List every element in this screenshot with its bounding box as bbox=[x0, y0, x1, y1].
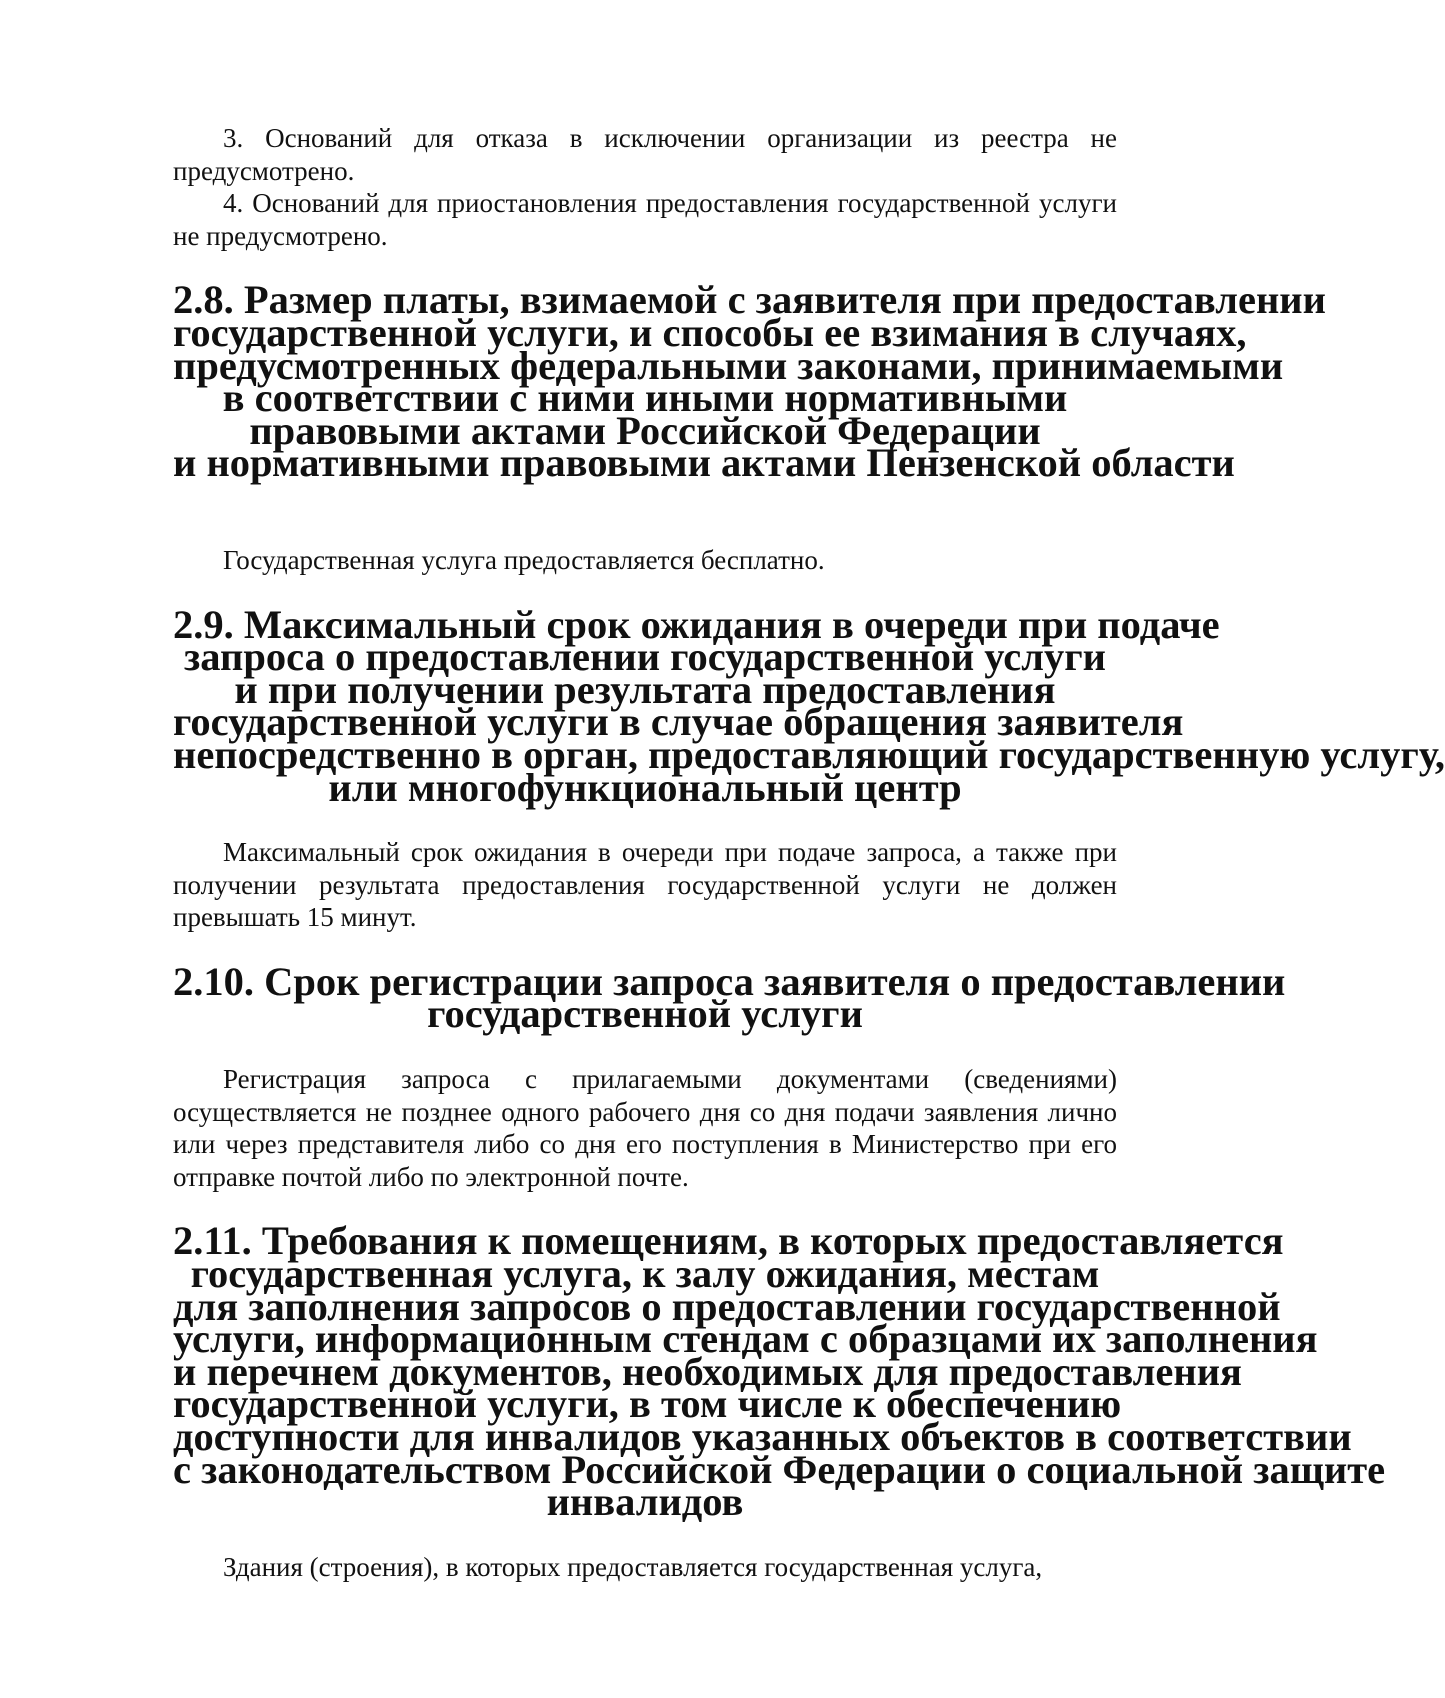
heading-line: и перечнем документов, необходимых для предоставления bbox=[173, 1348, 1242, 1394]
paragraph-service-free: Государственная услуга предоставляется бесплатно. bbox=[223, 544, 825, 575]
heading-2-8-fee bbox=[173, 277, 1326, 486]
heading-line: государственной услуги, в том числе к обеспечению bbox=[173, 1381, 1122, 1427]
heading-2-9-wait-time bbox=[173, 601, 1445, 810]
heading-2-11-premises bbox=[173, 1218, 1386, 1525]
document-page bbox=[173, 122, 1445, 1583]
paragraph-no-suspension-grounds: 4. Оснований для приостановления предоставления государственной услуги не предусмотрено. bbox=[173, 188, 1117, 251]
paragraph-max-wait: Максимальный срок ожидания в очереди при подаче запроса, а также при получении результата предоставления государственной услуги не должен превышать 15 минут. bbox=[173, 837, 1117, 933]
heading-line: доступности для инвалидов указанных объектов в соответствии bbox=[173, 1414, 1352, 1459]
heading-line: государственной услуги, и способы ее взимания в случаях, bbox=[173, 309, 1247, 355]
heading-line: предусмотренных федеральными законами, принимаемыми bbox=[173, 342, 1284, 388]
paragraph-no-refusal-grounds: 3. Оснований для отказа в исключении организации из реестра не предусмотрено. bbox=[173, 123, 1117, 186]
heading-line: в соответствии с ними иными нормативными bbox=[222, 375, 1068, 421]
heading-line: 2.11. Требования к помещениям, в которых предоставляется bbox=[173, 1218, 1284, 1264]
heading-line: и нормативными правовыми актами Пензенской области bbox=[173, 440, 1235, 486]
heading-line: государственной услуги bbox=[427, 991, 863, 1037]
heading-line: для заполнения запросов о предоставлении государственной bbox=[173, 1283, 1281, 1329]
heading-line: непосредственно в орган, предоставляющий государственную услугу, bbox=[173, 731, 1445, 777]
heading-line: 2.9. Максимальный срок ожидания в очереди при подаче bbox=[173, 601, 1220, 647]
heading-line: запроса о предоставлении государственной услуги bbox=[184, 634, 1106, 680]
paragraph-registration: Регистрация запроса с прилагаемыми документами (сведениями) осуществляется не позднее одного рабочего дня со дня подачи заявления лично или через представителя либо со дня его поступления в Министерство при его отправке почтой либо по электронной почте. bbox=[173, 1064, 1117, 1192]
heading-line: 2.10. Срок регистрации запроса заявителя о предоставлении bbox=[173, 958, 1286, 1004]
heading-line: с законодательством Российской Федерации о социальной защите bbox=[173, 1446, 1386, 1492]
heading-line: правовыми актами Российской Федерации bbox=[249, 407, 1041, 453]
heading-line: и при получении результата предоставления bbox=[234, 666, 1056, 712]
paragraph-buildings: Здания (строения), в которых предоставляется государственная услуга, bbox=[223, 1551, 1043, 1582]
heading-2-10-registration bbox=[173, 958, 1286, 1037]
heading-line: государственная услуга, к залу ожидания, местам bbox=[190, 1251, 1100, 1297]
heading-line: или многофункциональный центр bbox=[328, 764, 962, 810]
heading-line: 2.8. Размер платы, взимаемой с заявителя при предоставлении bbox=[173, 277, 1326, 323]
heading-line: инвалидов bbox=[546, 1479, 744, 1525]
heading-line: государственной услуги в случае обращения заявителя bbox=[173, 699, 1184, 745]
heading-line: услуги, информационным стендам с образцами их заполнения bbox=[173, 1316, 1318, 1362]
